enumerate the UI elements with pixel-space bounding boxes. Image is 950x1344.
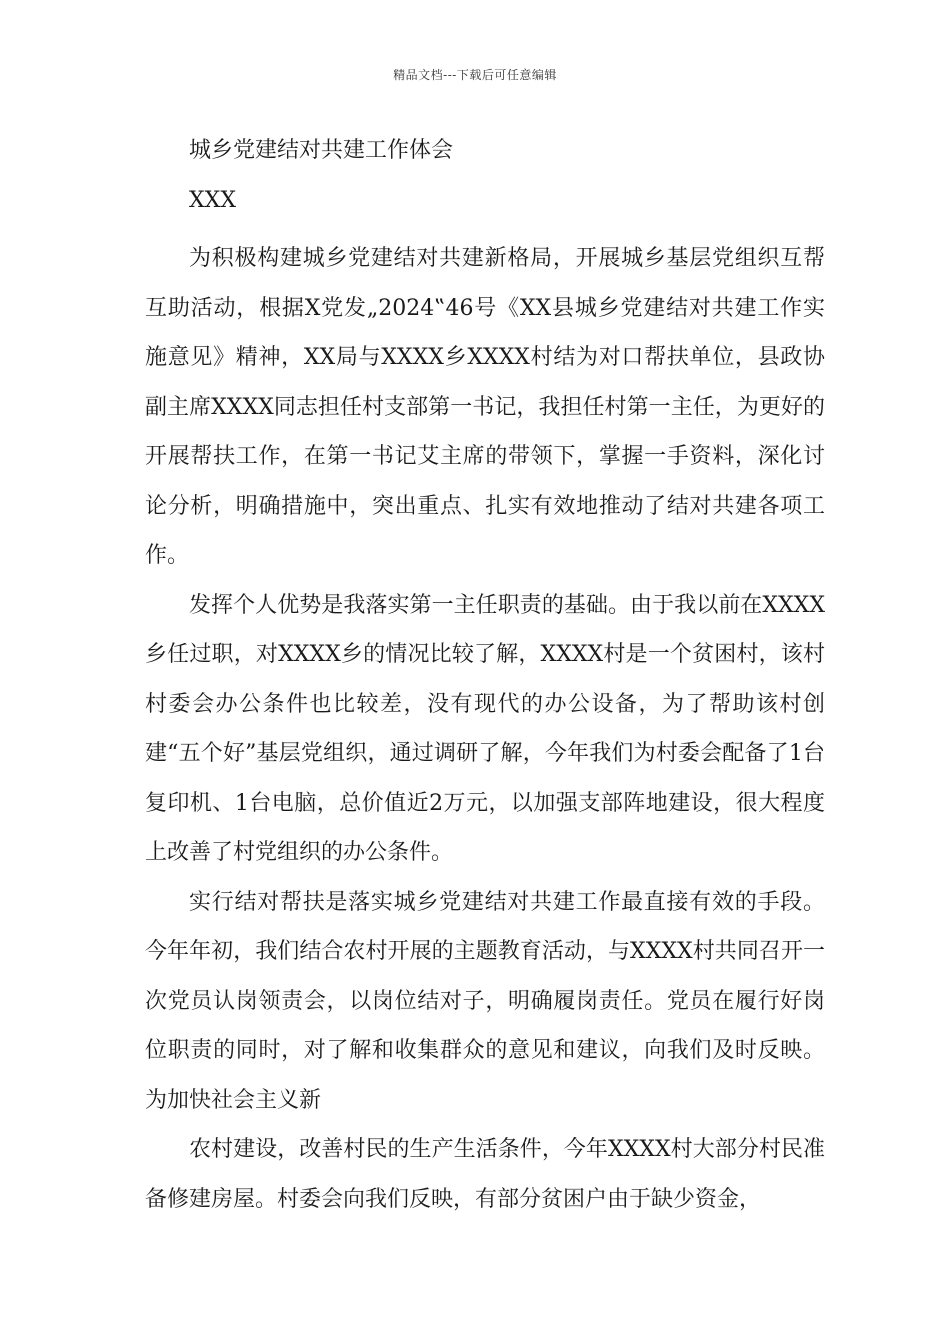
document-author: XXX <box>189 188 236 213</box>
document-body <box>145 132 825 1224</box>
paragraph-2: 发挥个人优势是我落实第一主任职责的基础。由于我以前在XXXX乡任过职，对XXXX乡的情况比较了解，XXXX村是一个贫困村，该村村委会办公条件也比较差，没有现代的办公设备，为了帮助该村创建“五个好”基层党组织，通过调研了解，今年我们为村委会配备了1台复印机、1台电脑，总价值近2万元，以加强支部阵地建设，很大程度上改善了村党组织的办公条件。 <box>145 592 825 865</box>
paragraph-1: 为积极构建城乡党建结对共建新格局，开展城乡基层党组织互帮互助活动，根据X党发„2024‟46号《XX县城乡党建结对共建工作实施意见》精神，XX局与XXXX乡XXXX村结为对口帮扶单位，县政协副主席XXXX同志担任村支部第一书记，我担任村第一主任，为更好的开展帮扶工作，在第一书记艾主席的带领下，掌握一手资料，深化讨论分析，明确措施中，突出重点、扎实有效地推动了结对共建各项工作。 <box>145 246 825 568</box>
paragraph-4: 农村建设，改善村民的生产生活条件，今年XXXX村大部分村民准备修建房屋。村委会向我们反映，有部分贫困户由于缺少资金， <box>145 1137 825 1212</box>
paragraph-3: 实行结对帮扶是落实城乡党建结对共建工作最直接有效的手段。今年年初，我们结合农村开展的主题教育活动，与XXXX村共同召开一次党员认岗领责会，以岗位结对子，明确履岗责任。党员在履行好岗位职责的同时，对了解和收集群众的意见和建议，向我们及时反映。为加快社会主义新 <box>145 889 825 1113</box>
header-note: 精品文档---下载后可任意编辑 <box>393 68 557 82</box>
document-title: 城乡党建结对共建工作体会 <box>189 138 454 163</box>
